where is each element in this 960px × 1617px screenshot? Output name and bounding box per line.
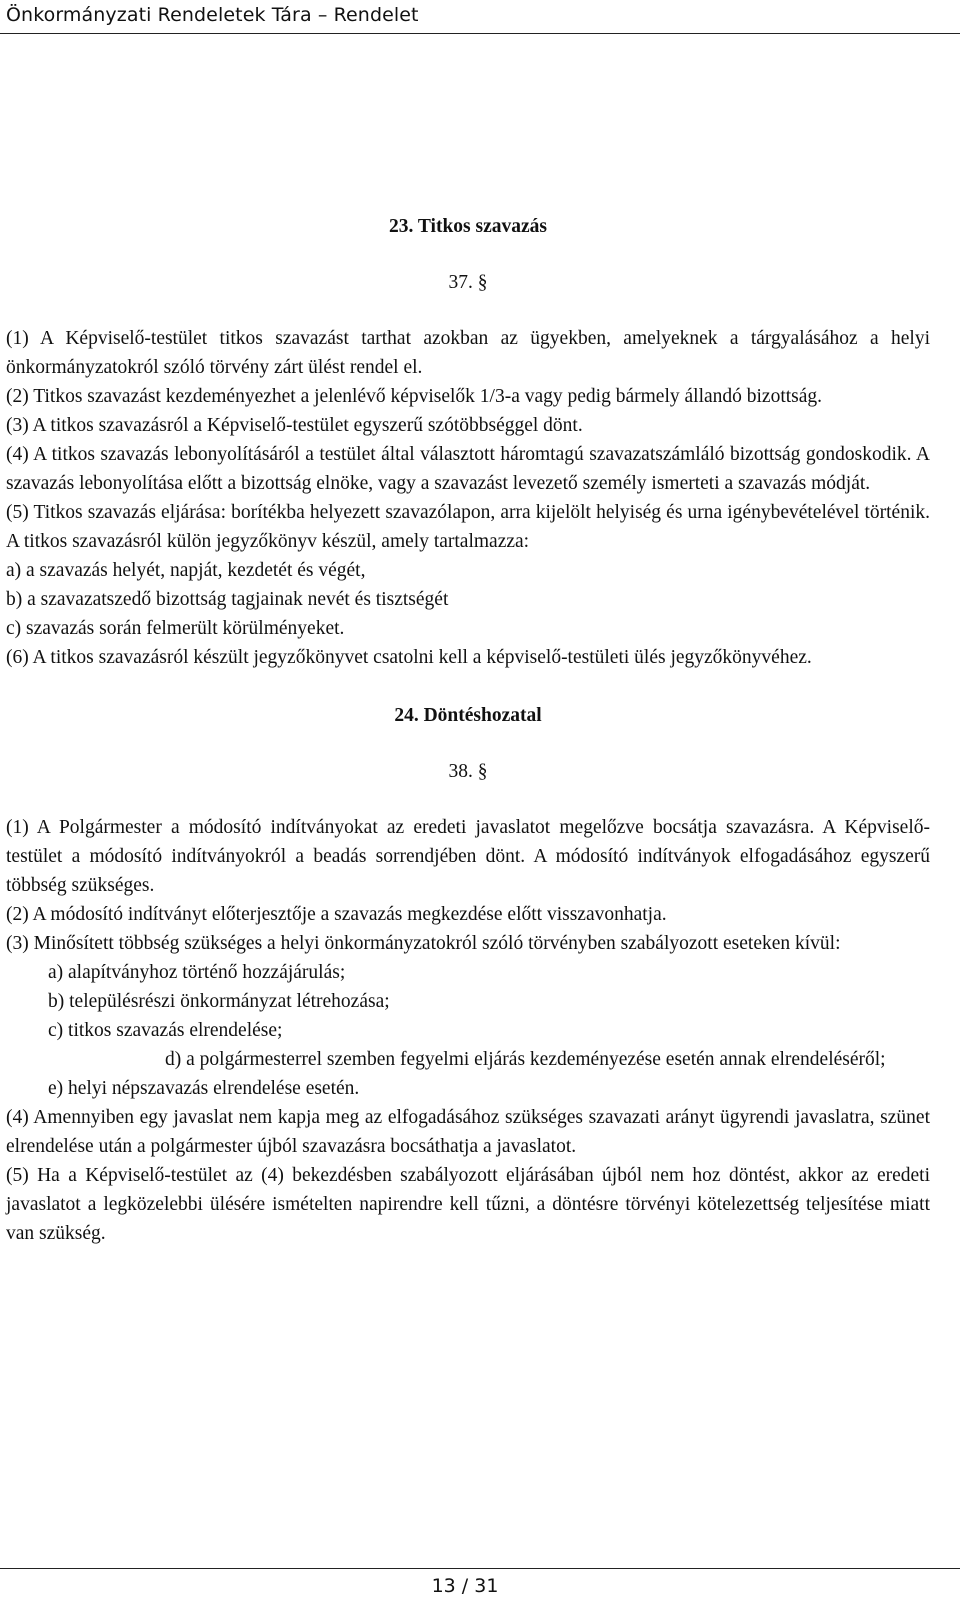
header-title: Önkormányzati Rendeletek Tára – Rendelet — [6, 4, 419, 26]
section-23-heading: 23. Titkos szavazás — [388, 216, 547, 237]
page-number: 13 / 31 — [431, 1575, 499, 1597]
document-body — [6, 212, 930, 1248]
s24-paragraph-1: (1) A Polgármester a módosító indítványokat az eredeti javaslatot megelőzve bocsátja szavazásra. A Képviselő-testület a módosító indítványokról a beadás sorrendjében dönt. A módosító indítványok elfogadásához egyszerű többség szükséges. — [6, 817, 930, 896]
footer-divider — [0, 1568, 960, 1569]
s24-paragraph-2: (2) A módosító indítványt előterjesztője a szavazás megkezdése előtt visszavonhatja. — [6, 904, 667, 925]
s23-paragraph-6: (6) A titkos szavazásról készült jegyzőkönyvet csatolni kell a képviselő-testületi ülés jegyzőkönyvéhez. — [6, 647, 812, 668]
s23-paragraph-5: (5) Titkos szavazás eljárása: borítékba helyezett szavazólapon, arra kijelölt helyiség és urna igénybevételével történik. A titkos szavazásról külön jegyzőkönyv készül, amely tartalmazza: — [6, 502, 930, 552]
s23-item-a: a) a szavazás helyét, napját, kezdetét és végét, — [6, 560, 366, 581]
s24-item-b: b) településrészi önkormányzat létrehozása; — [48, 991, 390, 1012]
s24-paragraph-5: (5) Ha a Képviselő-testület az (4) bekezdésben szabályozott eljárásában újból nem hoz döntést, akkor az eredeti javaslatot a legközelebbi ülésére ismételten napirendre kell tűzni, a döntésre törvényi kötelezettség teljesítése miatt van szükség. — [6, 1165, 930, 1244]
section-24-heading: 24. Döntéshozatal — [394, 705, 542, 726]
s24-paragraph-4: (4) Amennyiben egy javaslat nem kapja meg az elfogadásához szükséges szavazati arányt ügyrendi javaslatra, szünet elrendelése után a polgármester újból szavazásra bocsáthatja a javaslatot. — [6, 1107, 930, 1157]
s24-paragraph-3: (3) Minősített többség szükséges a helyi önkormányzatokról szóló törvényben szabályozott eseteken kívül: — [6, 933, 841, 954]
s24-item-a: a) alapítványhoz történő hozzájárulás; — [48, 962, 346, 983]
page-header — [0, 0, 960, 34]
s24-item-e: e) helyi népszavazás elrendelése esetén. — [48, 1078, 360, 1099]
paragraph-37-sign: 37. § — [448, 272, 488, 293]
s23-item-b: b) a szavazatszedő bizottság tagjainak nevét és tisztségét — [6, 589, 449, 610]
s24-item-c: c) titkos szavazás elrendelése; — [48, 1020, 283, 1041]
s23-item-c: c) szavazás során felmerült körülményeket. — [6, 618, 345, 639]
s23-paragraph-3: (3) A titkos szavazásról a Képviselő-testület egyszerű szótöbbséggel dönt. — [6, 415, 583, 436]
s23-paragraph-1: (1) A Képviselő-testület titkos szavazást tarthat azokban az ügyekben, amelyeknek a tárgyalásához a helyi önkormányzatokról szóló törvény zárt ülést rendel el. — [6, 328, 930, 378]
s23-paragraph-2: (2) Titkos szavazást kezdeményezhet a jelenlévő képviselők 1/3-a vagy pedig bármely állandó bizottság. — [6, 386, 823, 407]
paragraph-38-sign: 38. § — [448, 761, 488, 782]
s24-item-d: d) a polgármesterrel szemben fegyelmi eljárás kezdeményezése esetén annak elrendeléséről; — [165, 1049, 886, 1070]
s23-paragraph-4: (4) A titkos szavazás lebonyolításáról a testület által választott háromtagú szavazatszámláló bizottság gondoskodik. A szavazás lebonyolítása előtt a bizottság elnöke, vagy a szavazást levezető személy ismerteti a szavazás módját. — [6, 444, 930, 494]
